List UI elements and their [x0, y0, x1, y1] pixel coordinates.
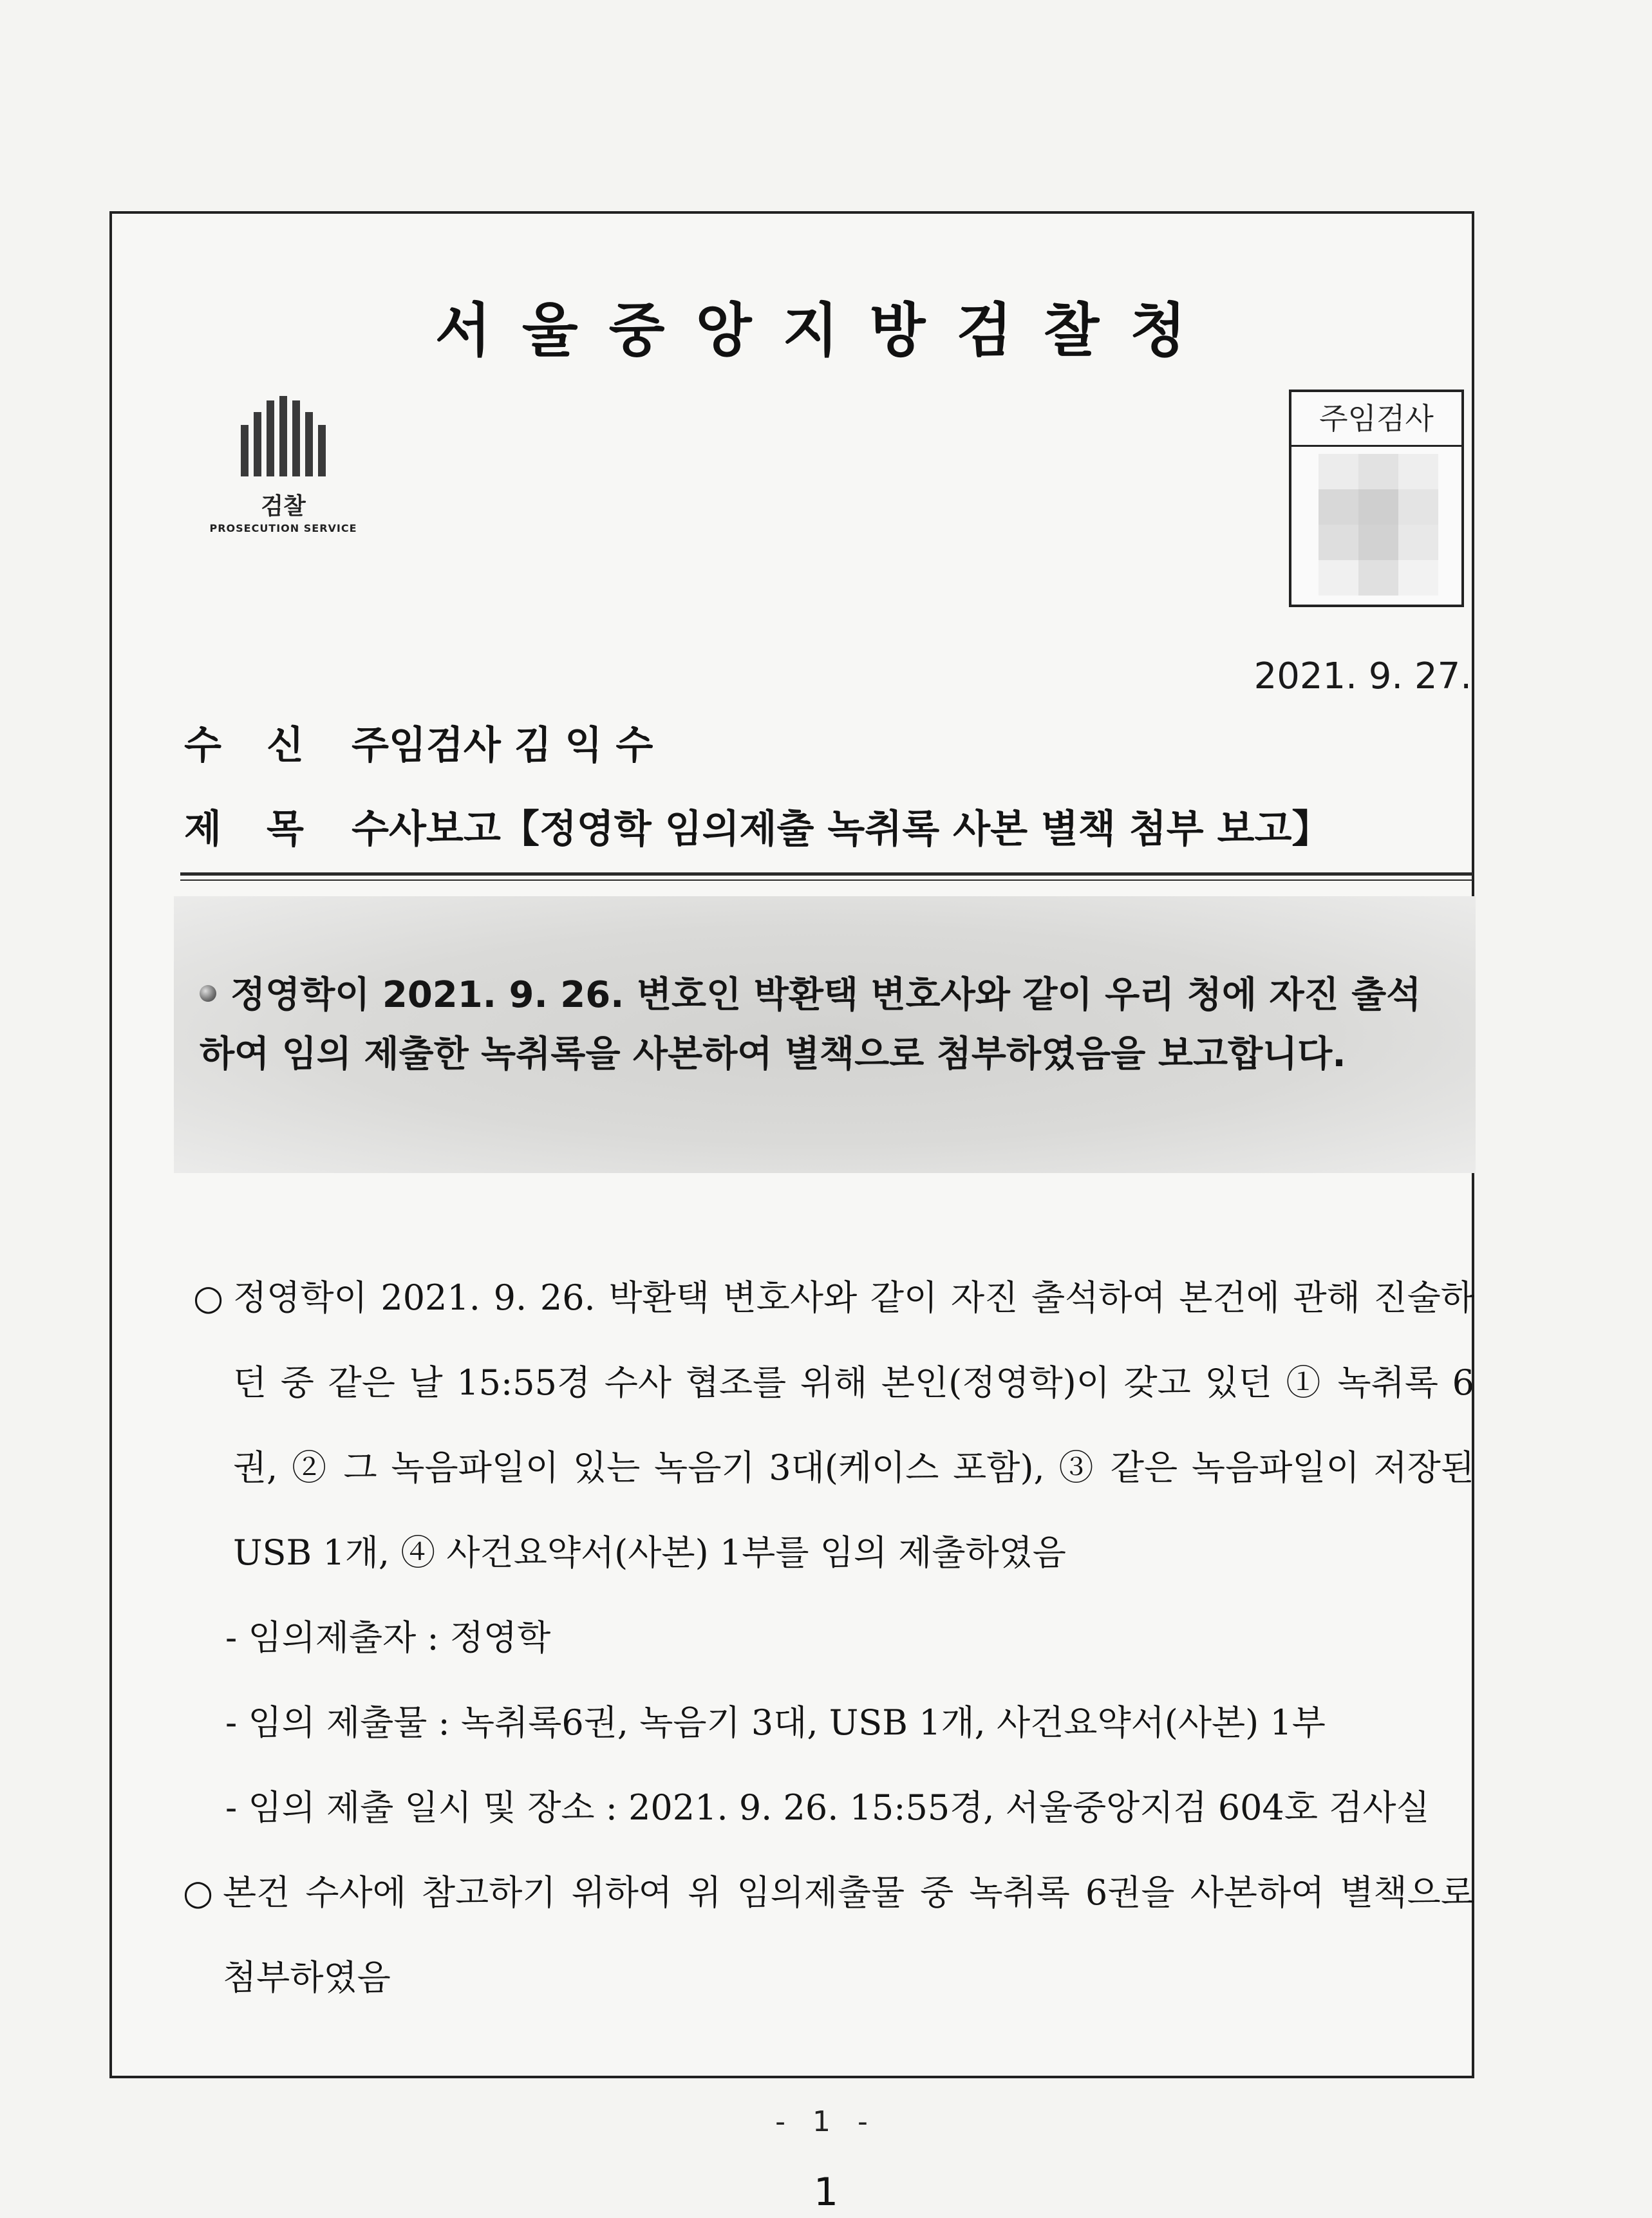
item-submissions: - 임의 제출물 : 녹취록6권, 녹음기 3대, USB 1개, 사건요약서(사본) 1부: [225, 1702, 1326, 1743]
circle-bullet-icon: ○: [193, 1277, 224, 1318]
recipient-label: 수신: [184, 723, 349, 768]
paragraph-1: [193, 1255, 1474, 1595]
item-datetime-place: - 임의 제출 일시 및 장소 : 2021. 9. 26. 15:55경, 서울중앙지검 604호 검사실: [225, 1787, 1430, 1828]
header-rule-thin: [180, 879, 1473, 881]
report-date: 2021. 9. 27.: [1253, 655, 1472, 697]
logo-text-en: PROSECUTION SERVICE: [209, 522, 357, 534]
header-rule-thick: [180, 872, 1473, 876]
subject-value: 수사보고【정영학 임의제출 녹취록 사본 별책 첨부 보고】: [352, 807, 1331, 852]
redacted-seal: [1319, 454, 1438, 596]
summary-box: [174, 896, 1476, 1173]
approval-stamp-box: [1289, 390, 1464, 607]
item-submitter: - 임의제출자 : 정영학: [225, 1617, 551, 1658]
handwritten-page-number: 1: [813, 2170, 839, 2215]
circle-bullet-icon: ○: [183, 1872, 214, 1913]
organization-title: 서울중앙지방검찰청: [435, 297, 1217, 364]
paragraph-2: [183, 1850, 1474, 2020]
subject-label: 제목: [184, 807, 349, 852]
recipient-row: [184, 715, 653, 770]
recipient-value: 주임검사 김 익 수: [352, 723, 653, 768]
subject-row: [184, 798, 1330, 854]
prosecution-logo: [206, 396, 361, 534]
logo-text-kr: 검찰: [261, 493, 306, 520]
summary-text: [200, 966, 1437, 1084]
paragraph-1-text: 정영학이 2021. 9. 26. 박환택 변호사와 같이 자진 출석하여 본건에 관해 진술하던 중 같은 날 15:55경 수사 협조를 위해 본인(정영학)이 갖고 있던 ① 녹취록 6권, ② 그 녹음파일이 있는 녹음기 3대(케이스 포함), ③ 같은 녹음파일이 저장된 USB 1개, ④ 사건요약서(사본) 1부를 임의 제출하였음: [233, 1277, 1474, 1573]
bullet-icon: [200, 985, 216, 1002]
report-body: [183, 1255, 1474, 2020]
page-number: - 1 -: [775, 2105, 877, 2138]
paragraph-2-text: 본건 수사에 참고하기 위하여 위 임의제출물 중 녹취록 6권을 사본하여 별책으로 첨부하였음: [223, 1872, 1474, 1998]
summary-content: 정영학이 2021. 9. 26. 변호인 박환택 변호사와 같이 우리 청에 자진 출석하여 임의 제출한 녹취록을 사본하여 별책으로 첨부하였음을 보고합니다.: [200, 974, 1422, 1075]
stamp-label: 주임검사: [1291, 392, 1461, 447]
logo-bars-icon: [206, 396, 361, 476]
